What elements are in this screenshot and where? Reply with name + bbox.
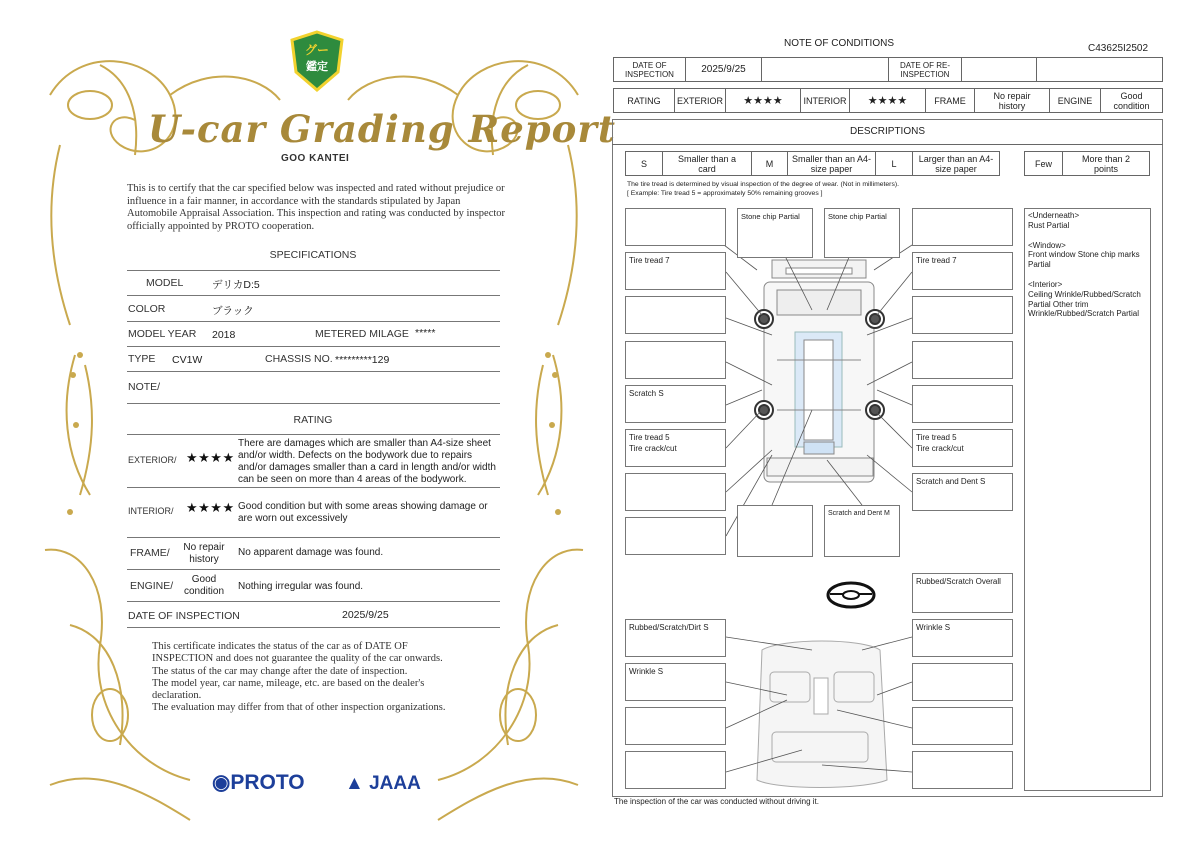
engine-value: Good condition (183, 574, 225, 597)
exterior-stars: ★★★★ (725, 88, 801, 113)
divider (127, 627, 500, 628)
exterior-box (912, 208, 1013, 246)
blank-cell (761, 57, 889, 82)
engine-label: ENGINE (1049, 88, 1101, 113)
engine-value: Good condition (1100, 88, 1163, 113)
frame-value: No repair history (974, 88, 1050, 113)
date-of-inspection-value: 2025/9/25 (342, 609, 389, 621)
exterior-box-rear-left-tire: Tire tread 5 Tire crack/cut (625, 429, 726, 467)
frame-label: FRAME (925, 88, 975, 113)
type-label: TYPE (128, 353, 156, 365)
legend-few: Few (1024, 151, 1063, 176)
exterior-box-stone-chip: Stone chip Partial (737, 208, 813, 258)
mileage-value: ***** (415, 327, 436, 339)
rating-heading: RATING (293, 414, 333, 426)
exterior-box-rear-right-tire: Tire tread 5 Tire crack/cut (912, 429, 1013, 467)
divider (127, 487, 500, 488)
disclaimer-line: declaration. (152, 690, 202, 702)
tire-note: The tire tread is determined by visual inspection of the degree of wear. (Not in millimeters). (627, 181, 899, 188)
sheet-footer-note: The inspection of the car was conducted without driving it. (614, 797, 819, 806)
model-label: MODEL (146, 277, 184, 289)
exterior-box (625, 517, 726, 555)
chassis-label: CHASSIS NO. (265, 353, 333, 365)
notes-interior-text: Ceiling Wrinkle/Rubbed/Scratch Partial Other trim Wrinkle/Rubbed/Scratch Partial (1028, 289, 1141, 319)
notes-window (1028, 241, 1147, 270)
goo-kantei-badge-icon (290, 30, 344, 92)
interior-label: INTERIOR/ (128, 506, 174, 516)
exterior-label: EXTERIOR (674, 88, 726, 113)
certificate-title: U-car Grading Report (148, 107, 616, 151)
rating-label: RATING (613, 88, 675, 113)
exterior-description: There are damages which are smaller than A4-size sheet and/or width. Defects on the bodywork due to repairs and/or damages smaller than a card in length and/or width can be seen on more than 4 areas of the bodywork. (238, 438, 496, 485)
divider (127, 434, 500, 435)
engine-label: ENGINE/ (130, 580, 174, 592)
exterior-box (625, 341, 726, 379)
specifications-heading: SPECIFICATIONS (269, 249, 357, 261)
interior-box (912, 707, 1013, 745)
reinspection-value (961, 57, 1037, 82)
exterior-box (625, 296, 726, 334)
exterior-box (912, 341, 1013, 379)
interior-box (912, 663, 1013, 701)
notes-panel (1024, 208, 1151, 791)
interior-stars: ★★★★ (186, 500, 235, 515)
certificate-subtitle: GOO KANTEI (281, 153, 350, 164)
blank-cell (1036, 57, 1163, 82)
date-of-inspection-label: DATE OF INSPECTION (128, 610, 240, 622)
divider (127, 537, 500, 538)
certificate-disclaimer (152, 641, 482, 715)
exterior-box-scratch: Scratch S (625, 385, 726, 423)
disclaimer-line: This certificate indicates the status of the car as of DATE OF (152, 641, 408, 652)
legend-m-desc: Smaller than an A4-size paper (787, 151, 876, 176)
notes-underneath-heading: <Underneath> (1028, 211, 1080, 220)
exterior-box (625, 208, 726, 246)
exterior-box-front-left-tire: Tire tread 7 (625, 252, 726, 290)
interior-box-front-left-seat: Wrinkle S (625, 663, 726, 701)
interior-box (625, 751, 726, 789)
divider (127, 295, 500, 296)
certificate-intro: This is to certify that the car specified below was inspected and rated without prejudice or influence in a fair manner, in accordance with the standards stipulated by Japan Automobile Appraisal Association. This inspection and rating was conducted by inspector officially appointed by PROTO cooperation. (127, 183, 506, 232)
proto-logo-text: PROTO (230, 771, 305, 794)
frame-label: FRAME/ (130, 547, 170, 559)
interior-description: Good condition but with some areas showing damage or are worn out excessively (238, 501, 488, 524)
interior-stars: ★★★★ (849, 88, 926, 113)
notes-interior (1028, 280, 1147, 319)
jaaa-logo-text: JAAA (369, 773, 421, 794)
model-year-label: MODEL YEAR (128, 328, 197, 340)
interior-box (625, 707, 726, 745)
chassis-value: *********129 (335, 354, 390, 366)
proto-logo: ◉PROTO (212, 771, 305, 794)
notes-window-text: Front window Stone chip marks Partial (1028, 250, 1140, 270)
model-year-value: 2018 (212, 329, 236, 341)
note-label: NOTE/ (128, 381, 161, 393)
divider (127, 371, 500, 372)
divider (127, 403, 500, 404)
disclaimer-line: The status of the car may change after the date of inspection. (152, 665, 408, 677)
sheet-title: NOTE OF CONDITIONS (784, 38, 894, 49)
model-value: デリカD:5 (212, 279, 260, 291)
exterior-box (912, 296, 1013, 334)
divider (127, 270, 500, 271)
grading-certificate (40, 25, 616, 825)
reinspection-label: DATE OF RE-INSPECTION (888, 57, 962, 82)
exterior-box (737, 505, 813, 557)
interior-box (912, 751, 1013, 789)
notes-interior-heading: <Interior> (1028, 279, 1063, 289)
steering-wheel-icon (826, 580, 876, 610)
divider (127, 569, 500, 570)
date-of-inspection-label: DATE OF INSPECTION (613, 57, 686, 82)
color-label: COLOR (128, 303, 166, 315)
legend-s: S (625, 151, 663, 176)
exterior-box-scratch-dent: Scratch and Dent S (912, 473, 1013, 511)
legend-s-desc: Smaller than a card (662, 151, 752, 176)
engine-description: Nothing irregular was found. (238, 581, 364, 592)
legend-l-desc: Larger than an A4-size paper (912, 151, 1000, 176)
legend-few-desc: More than 2 points (1062, 151, 1150, 176)
exterior-label: EXTERIOR/ (128, 455, 177, 465)
divider (127, 601, 500, 602)
exterior-box-front-right-tire: Tire tread 7 (912, 252, 1013, 290)
notes-window-heading: <Window> (1028, 240, 1066, 250)
mileage-label: METERED MILAGE (315, 328, 409, 340)
svg-text:グー: グー (304, 43, 330, 57)
svg-text:鑑定: 鑑定 (306, 60, 328, 73)
interior-box-front-right: Wrinkle S (912, 619, 1013, 657)
interior-label: INTERIOR (800, 88, 850, 113)
tire-example-note: [ Example: Tire tread 5 = approximately 50% remaining grooves ] (627, 190, 823, 197)
jaaa-logo: ▲ JAAA (345, 773, 421, 794)
divider (127, 346, 500, 347)
sheet-id: C43625I2502 (1088, 43, 1149, 54)
notes-underneath (1028, 211, 1147, 231)
interior-box-front: Rubbed/Scratch/Dirt S (625, 619, 726, 657)
steering-box: Rubbed/Scratch Overall (912, 573, 1013, 613)
exterior-box (625, 473, 726, 511)
exterior-stars: ★★★★ (186, 450, 235, 465)
disclaimer-line: The evaluation may differ from that of other inspection organizations. (152, 702, 446, 714)
legend-m: M (751, 151, 788, 176)
legend-l: L (875, 151, 913, 176)
frame-value: No repair history (183, 542, 225, 565)
disclaimer-line: The model year, car name, mileage, etc. are based on the dealer's (152, 677, 425, 689)
date-of-inspection-value: 2025/9/25 (685, 57, 762, 82)
descriptions-heading: DESCRIPTIONS (612, 119, 1163, 145)
exterior-box-scratch-dent: Scratch and Dent M (824, 505, 900, 557)
disclaimer-line: INSPECTION and does not guarantee the quality of the car onwards. (152, 653, 443, 665)
notes-underneath-text: Rust Partial (1028, 220, 1070, 230)
type-value: CV1W (172, 354, 203, 366)
frame-description: No apparent damage was found. (238, 547, 384, 558)
divider (127, 321, 500, 322)
color-value: ブラック (212, 305, 254, 317)
exterior-box (912, 385, 1013, 423)
exterior-box-stone-chip: Stone chip Partial (824, 208, 900, 258)
